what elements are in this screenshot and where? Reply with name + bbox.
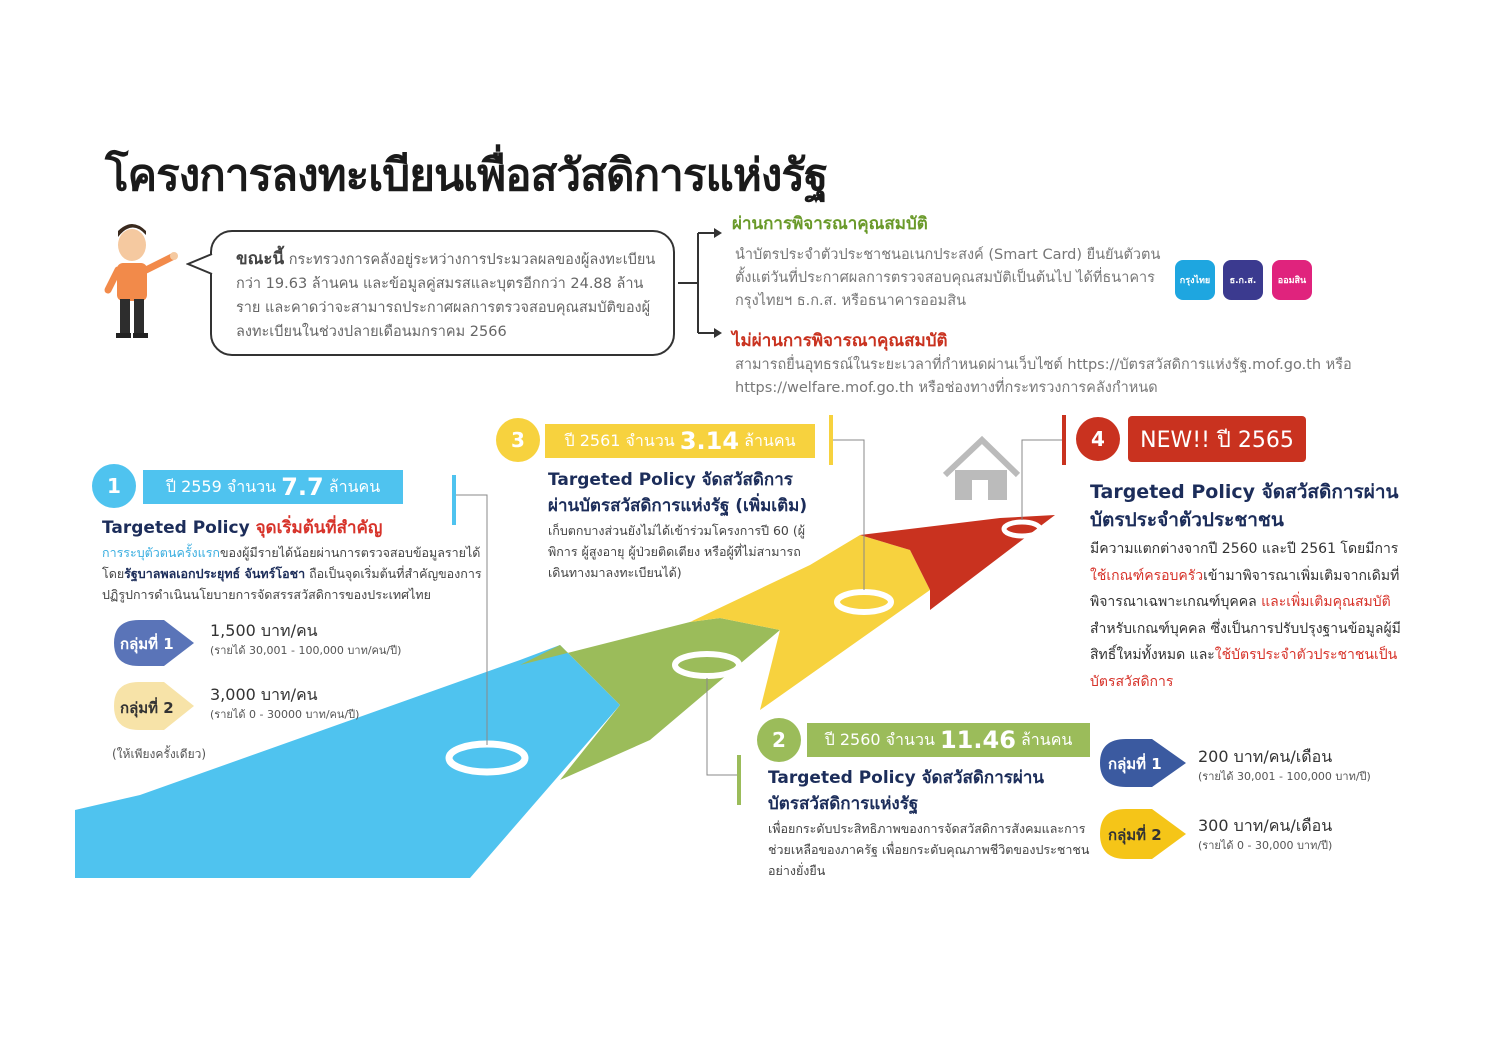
step1-body — [102, 542, 487, 605]
step1-group2-label: กลุ่มที่ 2 — [120, 699, 174, 717]
step2-group1-label: กลุ่มที่ 1 — [1108, 755, 1162, 773]
step1-heading — [102, 515, 382, 541]
bubble-tail — [186, 252, 216, 276]
step1-body-b: ของผู้มีรายได้น้อยผ่านการตรวจสอบข้อมูลรายได้ โดย — [102, 545, 481, 581]
step2-number: 2 — [757, 718, 801, 762]
step1-group1-label: กลุ่มที่ 1 — [120, 635, 174, 653]
step1-number: 1 — [92, 464, 136, 508]
step2-unit: ล้านคน — [1021, 729, 1073, 749]
pass-body: นำบัตรประจำตัวประชาชนอเนกประสงค์ (Smart Card) ยืนยันตัวตน ตั้งแต่วันที่ประกาศผลการตรวจสอบคุณสมบัติเป็นต้นไป ได้ที่ธนาคารกรุงไทยฯ ธ.ก.ส. หรือธนาคารออมสิน — [735, 247, 1161, 309]
step1-year: ปี 2559 จำนวน — [165, 476, 277, 496]
fail-body: สามารถยื่นอุทธรณ์ในระยะเวลาที่กำหนดผ่านเว็บไซต์ https://บัตรสวัสดิการแห่งรัฐ.mof.go.th หรือ https://welfare.mof.go.th หรือช่องทางที่กระทรวงการคลังกำหนด — [735, 357, 1352, 396]
step1-body-d: ถือเป็นจุดเริ่มต้นที่สำคัญของการปฏิรูปการดำเนินนโยบายการจัดสรรสวัสดิการของประเทศไทย — [102, 566, 482, 602]
step1-banner — [143, 470, 403, 504]
step2-heading: Targeted Policy จัดสวัสดิการผ่านบัตรสวัสดิการแห่งรัฐ — [768, 768, 1045, 814]
step2-count: 11.46 — [939, 726, 1016, 754]
step4-body — [1090, 536, 1408, 695]
step2-group2-amount: 300 บาท/คน/เดือน — [1198, 816, 1333, 835]
step1-count: 7.7 — [281, 473, 324, 501]
step4-p4: และเพิ่มเติมคุณสมบัติ — [1261, 594, 1391, 610]
bubble-text — [236, 247, 666, 344]
step2-group2-note: (รายได้ 0 - 30,000 บาท/ปี) — [1198, 839, 1333, 852]
step2-body: เพื่อยกระดับประสิทธิภาพของการจัดสวัสดิการสังคมและการช่วยเหลือของภาครัฐ เพื่อยกระดับคุณภาพชีวิตของประชาชนอย่างยั่งยืน — [768, 821, 1090, 878]
step1-footnote: (ให้เพียงครั้งเดียว) — [112, 747, 207, 761]
step3-year: ปี 2561 จำนวน — [564, 430, 675, 450]
step2-group1-note: (รายได้ 30,001 - 100,000 บาท/ปี) — [1198, 770, 1371, 783]
step4-p5: สำหรับเกณฑ์บุคคล ซึ่งเป็นการปรับปรุงฐานข้อมูลผู้มีสิทธิ์ใหม่ทั้งหมด และ — [1090, 620, 1401, 663]
step1-heading-b: จุดเริ่มต้นที่สำคัญ — [255, 518, 383, 538]
step3-heading: Targeted Policy จัดสวัสดิการผ่านบัตรสวัสดิการแห่งรัฐ (เพิ่มเติม) — [548, 470, 808, 516]
step2-banner — [807, 723, 1090, 757]
step3-body: เก็บตกบางส่วนยังไม่ได้เข้าร่วมโครงการปี 60 (ผู้พิการ ผู้สูงอายุ ผู้ป่วยติดเตียง หรือผู้ที่ไม่สามารถเดินทางมาลงทะเบียนได้) — [548, 523, 806, 580]
step4-p1: มีความแตกต่างจากปี 2560 และปี 2561 โดยมีการ — [1090, 541, 1399, 557]
bubble-lead: ขณะนี้ — [236, 249, 285, 269]
step4-p6: ใช้บัตรประจำตัวประชาชนเป็นบัตรสวัสดิการ — [1090, 647, 1398, 690]
step1-group1-note: (รายได้ 30,001 - 100,000 บาท/คน/ปี) — [210, 644, 402, 657]
step4-badge: NEW!! ปี 2565 — [1128, 416, 1306, 462]
baac-bank-icon: ธ.ก.ส. — [1223, 260, 1263, 300]
step2-group1-amount: 200 บาท/คน/เดือน — [1198, 747, 1333, 766]
step1-heading-a: Targeted Policy — [102, 518, 250, 538]
bubble-body: กระทรวงการคลังอยู่ระหว่างการประมวลผลของผู้ลงทะเบียน กว่า 19.63 ล้านคน และข้อมูลคู่สมรสและบุตรอีกกว่า 24.88 ล้านราย และคาดว่าจะสามารถประกาศผลการตรวจสอบคุณสมบัติของผู้ลงทะเบียนในช่วงปลายเดือนมกราคม 2566 — [236, 252, 656, 340]
pass-heading: ผ่านการพิจารณาคุณสมบัติ — [732, 214, 928, 234]
step1-group1-amount: 1,500 บาท/คน — [210, 621, 318, 640]
step1-unit: ล้านคน — [328, 476, 381, 496]
step1-group2-amount: 3,000 บาท/คน — [210, 685, 318, 704]
step1-group2-note: (รายได้ 0 - 30000 บาท/คน/ปี) — [210, 708, 360, 721]
step1-body-a: การระบุตัวตนครั้งแรก — [102, 545, 220, 560]
step3-number: 3 — [496, 418, 540, 462]
page-title: โครงการลงทะเบียนเพื่อสวัสดิการแห่งรัฐ — [105, 150, 828, 201]
krungthai-bank-icon: กรุงไทย — [1175, 260, 1215, 300]
branch-connector — [676, 225, 736, 340]
step3-unit: ล้านคน — [744, 430, 796, 450]
step1-body-c: รัฐบาลพลเอกประยุทธ์ จันทร์โอชา — [124, 566, 306, 581]
step4-p3: เข้ามาพิจารณาเพิ่มเติมจากเดิมที่พิจารณาเฉพาะเกณฑ์บุคคล — [1090, 567, 1400, 610]
step2-year: ปี 2560 จำนวน — [824, 729, 935, 749]
step3-banner — [545, 424, 815, 458]
man-figure-icon — [100, 215, 180, 340]
step4-heading: Targeted Policy จัดสวัสดิการผ่านบัตรประจำตัวประชาชน — [1090, 481, 1399, 531]
step2-group2-label: กลุ่มที่ 2 — [1108, 826, 1162, 844]
step4-p2: ใช้เกณฑ์ครอบครัว — [1090, 567, 1204, 584]
step4-number: 4 — [1076, 417, 1120, 461]
gsb-bank-icon: ออมสิน — [1272, 260, 1312, 300]
fail-heading: ไม่ผ่านการพิจารณาคุณสมบัติ — [732, 331, 948, 351]
step3-count: 3.14 — [679, 427, 740, 455]
